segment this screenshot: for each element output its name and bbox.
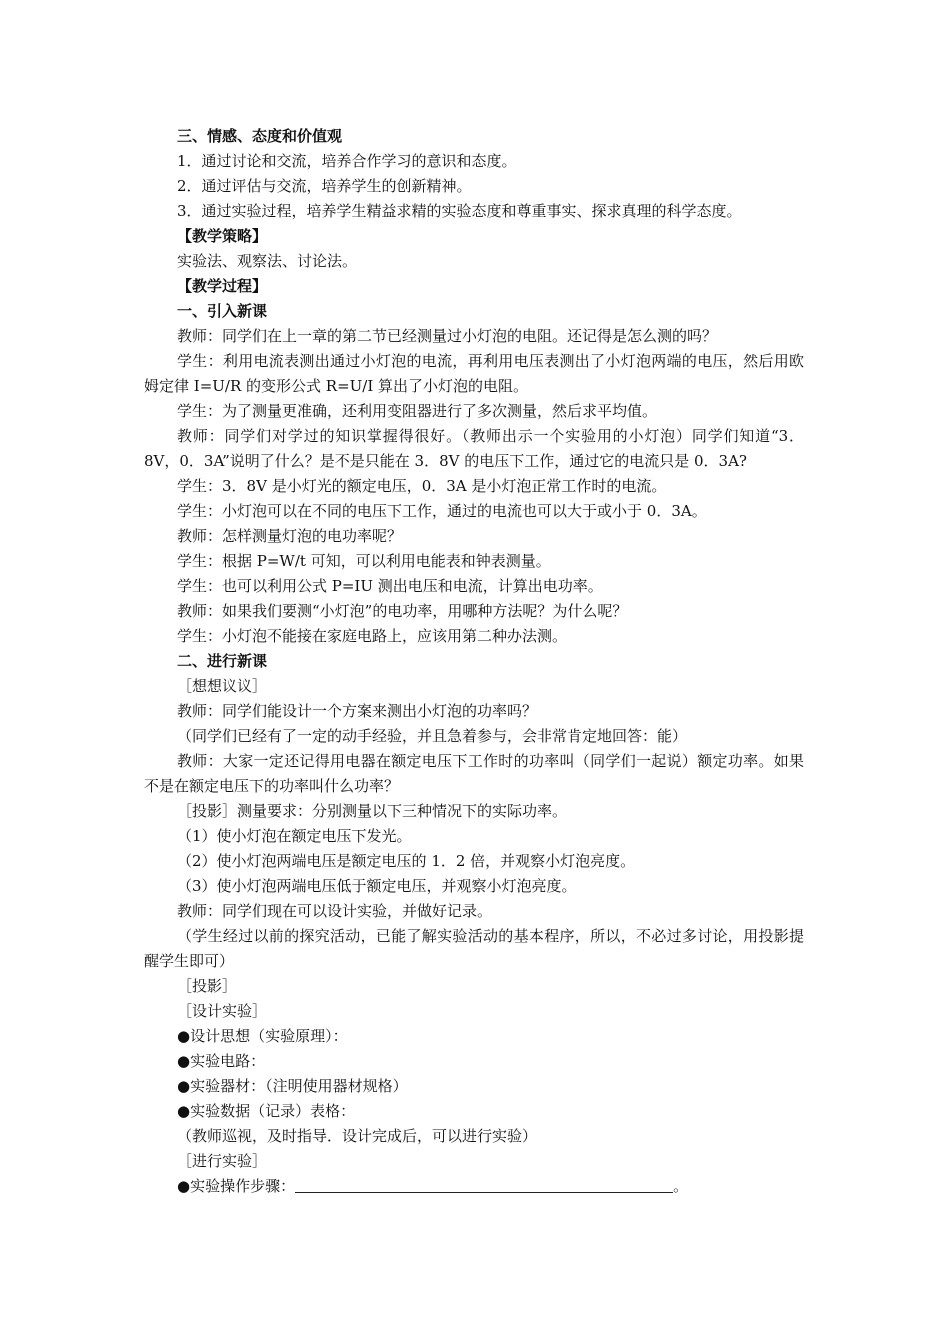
dialogue-line: 教师：如果我们要测“小灯泡”的电功率，用哪种方法呢？为什么呢？ bbox=[177, 602, 628, 620]
dialogue-line: ［设计实验］ bbox=[177, 1002, 268, 1020]
dialogue-line: （同学们已经有了一定的动手经验，并且急着参与，会非常肯定地回答：能） bbox=[177, 727, 688, 745]
bullet-item: ●实验电路： bbox=[177, 1052, 266, 1070]
dialogue-line: 教师：怎样测量灯泡的电功率呢？ bbox=[177, 527, 403, 545]
strategy-text: 实验法、观察法、讨论法。 bbox=[177, 252, 358, 270]
dialogue-line: ［投影］ bbox=[177, 977, 238, 995]
dialogue-line: 教师：同学们现在可以设计实验，并做好记录。 bbox=[177, 902, 493, 920]
subheading-intro: 一、引入新课 bbox=[177, 302, 268, 320]
section-heading-process: 【教学过程】 bbox=[177, 277, 268, 295]
dialogue-line: （1）使小灯泡在额定电压下发光。 bbox=[177, 827, 412, 845]
bullet-item: ●实验数据（记录）表格： bbox=[177, 1102, 356, 1120]
bullet-item: ●实验器材：（注明使用器材规格） bbox=[177, 1077, 408, 1095]
dialogue-line: （2）使小灯泡两端电压是额定电压的 1．2 倍，并观察小灯泡亮度。 bbox=[177, 852, 636, 870]
dialogue-paragraph: 教师：同学们对学过的知识掌握得很好。（教师出示一个实验用的小灯泡）同学们知道“3．8V，0．3A”说明了什么？是不是只能在 3．8V 的电压下工作，通过它的电流只是 0．3A? bbox=[144, 427, 804, 470]
dialogue-paragraph: 学生：利用电流表测出通过小灯泡的电流，再利用电压表测出了小灯泡两端的电压，然后用欧姆定律 I=U/R 的变形公式 R=U/I 算出了小灯泡的电阻。 bbox=[144, 352, 804, 395]
list-item: 1．通过讨论和交流，培养合作学习的意识和态度。 bbox=[177, 152, 517, 170]
section-heading-strategy: 【教学策略】 bbox=[177, 227, 268, 245]
dialogue-line: 学生：小灯泡不能接在家庭电路上，应该用第二种办法测。 bbox=[177, 627, 568, 645]
subheading-new-lesson: 二、进行新课 bbox=[177, 652, 268, 670]
dialogue-paragraph: （学生经过以前的探究活动，已能了解实验活动的基本程序，所以，不必过多讨论，用投影提醒学生即可） bbox=[144, 927, 804, 970]
dialogue-line: （教师巡视，及时指导．设计完成后，可以进行实验） bbox=[177, 1127, 538, 1145]
dialogue-line: ［进行实验］ bbox=[177, 1152, 268, 1170]
list-item: 3．通过实验过程，培养学生精益求精的实验态度和尊重事实、探求真理的科学态度。 bbox=[177, 202, 742, 220]
dialogue-line: 教师：同学们能设计一个方案来测出小灯泡的功率吗？ bbox=[177, 702, 538, 720]
steps-label: ●实验操作步骤： bbox=[177, 1177, 296, 1195]
section-heading-attitudes: 三、情感、态度和价值观 bbox=[177, 127, 343, 145]
dialogue-line: 学生：为了测量更准确，还利用变阻器进行了多次测量，然后求平均值。 bbox=[177, 402, 658, 420]
dialogue-paragraph: 教师：大家一定还记得用电器在额定电压下工作时的功率叫（同学们一起说）额定功率。如果不是在额定电压下的功率叫什么功率？ bbox=[144, 752, 804, 795]
list-item: 2．通过评估与交流，培养学生的创新精神。 bbox=[177, 177, 472, 195]
dialogue-line: ［想想议议］ bbox=[177, 677, 268, 695]
dialogue-line: 学生：小灯泡可以在不同的电压下工作，通过的电流也可以大于或小于 0．3A。 bbox=[177, 502, 707, 520]
bullet-item: ●设计思想（实验原理）： bbox=[177, 1027, 348, 1045]
fill-in-blank bbox=[295, 1178, 673, 1193]
dialogue-line: （3）使小灯泡两端电压低于额定电压，并观察小灯泡亮度。 bbox=[177, 877, 577, 895]
steps-end: 。 bbox=[673, 1177, 689, 1195]
dialogue-line: 学生：也可以利用公式 P=IU 测出电压和电流，计算出电功率。 bbox=[177, 577, 603, 595]
dialogue-line: ［投影］测量要求：分别测量以下三种情况下的实际功率。 bbox=[177, 802, 568, 820]
dialogue-line: 教师：同学们在上一章的第二节已经测量过小灯泡的电阻。还记得是怎么测的吗？ bbox=[177, 327, 718, 345]
dialogue-line: 学生：根据 P=W/t 可知，可以利用电能表和钟表测量。 bbox=[177, 552, 551, 570]
document-page bbox=[144, 124, 804, 1199]
bullet-item-steps bbox=[144, 1174, 804, 1199]
dialogue-line: 学生：3．8V 是小灯光的额定电压，0．3A 是小灯泡正常工作时的电流。 bbox=[177, 477, 667, 495]
